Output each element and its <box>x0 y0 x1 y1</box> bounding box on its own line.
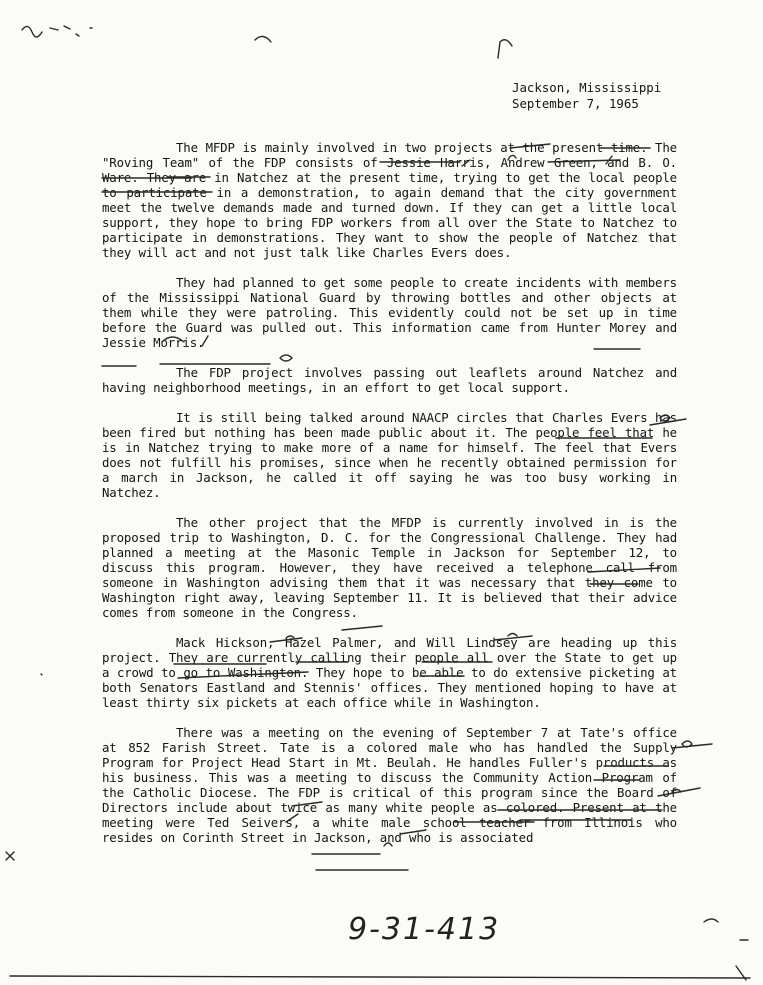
dateline-place: Jackson, Mississippi <box>512 80 662 95</box>
tate-office-mark <box>672 741 712 748</box>
left-margin-x <box>6 852 14 860</box>
paragraph-pickets: Mack Hickson, Hazel Palmer, and Will Lindsey are heading up this project. They are currently calling their people all over the State to get up a crowd to go to Washington. They hope to be able to do extensive picketing at both Senators Eastland and Stennis' offices. They mentioned hoping to have at least thirty six pickets at each office while in Washington. <box>102 635 677 710</box>
bottom-edge-line <box>10 976 750 978</box>
paragraph-tate-meeting: There was a meeting on the evening of September 7 at Tate's office at 852 Farish Street. Tate is a colored male who has handled the Supply Program for Project Head Start in Mt. Beulah. He handles Fuller's products as his business. This was a meeting to discuss the Community Action Program of the Catholic Diocese. The FDP is critical of this program since the Board of Directors include about twice as many white people as colored. Present at the meeting were Ted Seivers, a white male school teacher from Illinois who resides on Corinth Street in Jackson, and who is associated <box>102 725 677 845</box>
caret-mark-top <box>255 36 271 42</box>
check-mark-top <box>498 40 512 58</box>
dateline <box>512 80 661 112</box>
paragraph-leaflets: The FDP project involves passing out leaflets around Natchez and having neighborhood meetings, in an effort to get local support. <box>102 365 677 395</box>
corner-tick-right <box>704 919 748 980</box>
memo-body <box>102 140 677 860</box>
corner-scribble-mark <box>22 26 92 37</box>
paragraph-roving-team: The MFDP is mainly involved in two projects at the present time. The "Roving Team" of the FDP consists of Jessie Harris, Andrew Green, and B. O. Ware. They are in Natchez at the present time, trying to get the local people to participate in a demonstration, to again demand that the city government meet the twelve demands made and turned down. If they can get a little local support, they hope to bring FDP workers from all over the State to Natchez to participate in demonstrations. They want to show the people of Natchez that they will act and not just talk like Charles Evers does. <box>102 140 677 260</box>
paragraph-national-guard: They had planned to get some people to create incidents with members of the Mississippi National Guard by throwing bottles and other objects at them while they were patroling. This evidently could not be set up in time before the Guard was pulled out. This information came from Hunter Morey and Jessie Morris. <box>102 275 677 350</box>
paragraph-charles-evers: It is still being talked around NAACP circles that Charles Evers has been fired but nothing has been made public about it. The people feel that he is in Natchez trying to make more of a name for himself. The feel that Evers does not fulfill his promises, since when he recently obtained permission for a march in Jackson, he called it off saying he was too busy working in Natchez. <box>102 410 677 500</box>
dateline-date: September 7, 1965 <box>512 96 639 111</box>
left-margin-dot <box>41 674 42 675</box>
handwritten-file-number: 9-31-413 <box>348 912 501 947</box>
paragraph-washington-trip: The other project that the MFDP is currently involved in is the proposed trip to Washington, D. C. for the Congressional Challenge. They had planned a meeting at the Masonic Temple in Jackson for September 12, to discuss this program. However, they have received a telephone call from someone in Washington advising them that it was necessary that they come to Washington right away, leaving September 11. It is believed that their advice comes from someone in the Congress. <box>102 515 677 620</box>
